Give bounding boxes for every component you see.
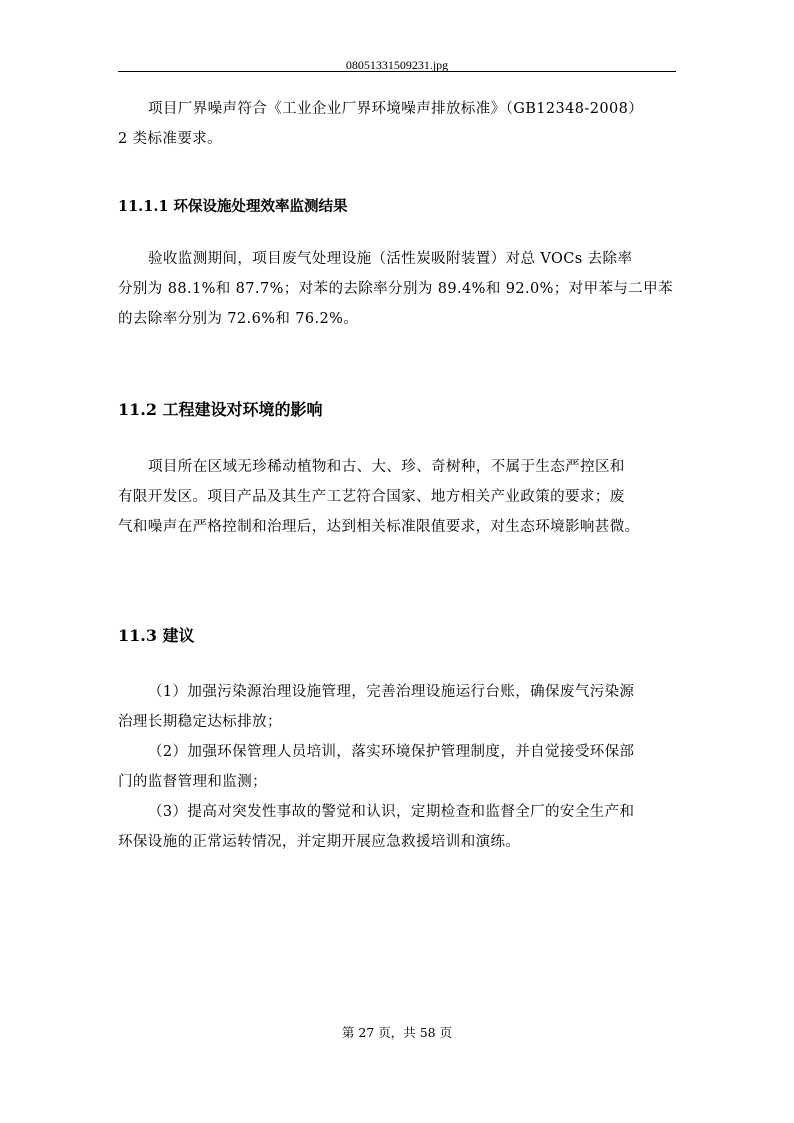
- section-11-1-1-line-2: 分别为 88.1%和 87.7%；对苯的去除率分别为 89.4%和 92.0%；对甲苯与二甲苯: [118, 281, 673, 297]
- section-11-2-paragraph: [118, 452, 678, 542]
- recommendation-2-line-1: （2）加强环保管理人员培训，落实环境保护管理制度，并自觉接受环保部: [148, 744, 635, 760]
- intro-line-1: 项目厂界噪声符合《工业企业厂界环境噪声排放标准》（GB12348-2008）: [148, 101, 644, 117]
- recommendation-1-line-1: （1）加强污染源治理设施管理，完善治理设施运行台账，确保废气污染源: [148, 684, 635, 700]
- section-11-3-recommendations: [118, 677, 678, 857]
- page-number-footer: 第 27 页，共 58 页: [341, 1025, 453, 1040]
- recommendation-1-line-2: 治理长期稳定达标排放；: [118, 714, 282, 730]
- section-11-3-heading: 11.3 建议: [118, 626, 195, 645]
- section-11-3: [118, 625, 678, 647]
- section-11-2-line-3: 气和噪声在严格控制和治理后，达到相关标准限值要求，对生态环境影响甚微。: [118, 519, 640, 535]
- recommendation-2-line-2: 门的监督管理和监测；: [118, 774, 267, 790]
- section-11-1-1: [118, 197, 678, 217]
- section-11-2-line-1: 项目所在区域无珍稀动植物和古、大、珍、奇树种，不属于生态严控区和: [148, 459, 625, 475]
- header-divider: [118, 71, 676, 72]
- section-11-1-1-line-1: 验收监测期间，项目废气处理设施（活性炭吸附装置）对总 VOCs 去除率: [148, 251, 633, 267]
- intro-line-2: 2 类标准要求。: [118, 131, 223, 147]
- section-11-2-line-2: 有限开发区。项目产品及其生产工艺符合国家、地方相关产业政策的要求；废: [118, 489, 625, 505]
- section-11-1-1-paragraph: [118, 244, 678, 334]
- page-header-filename: 08051331509231.jpg: [345, 58, 449, 72]
- section-11-2-heading: 11.2 工程建设对环境的影响: [118, 400, 323, 419]
- recommendation-3-line-2: 环保设施的正常运转情况，并定期开展应急救援培训和演练。: [118, 834, 521, 850]
- section-11-1-1-line-3: 的去除率分别为 72.6%和 76.2%。: [118, 311, 359, 327]
- intro-paragraph: [118, 94, 678, 154]
- recommendation-3-line-1: （3）提高对突发性事故的警觉和认识，定期检查和监督全厂的安全生产和: [148, 804, 635, 820]
- section-11-2: [118, 399, 678, 421]
- section-11-1-1-heading: 11.1.1 环保设施处理效率监测结果: [118, 198, 348, 215]
